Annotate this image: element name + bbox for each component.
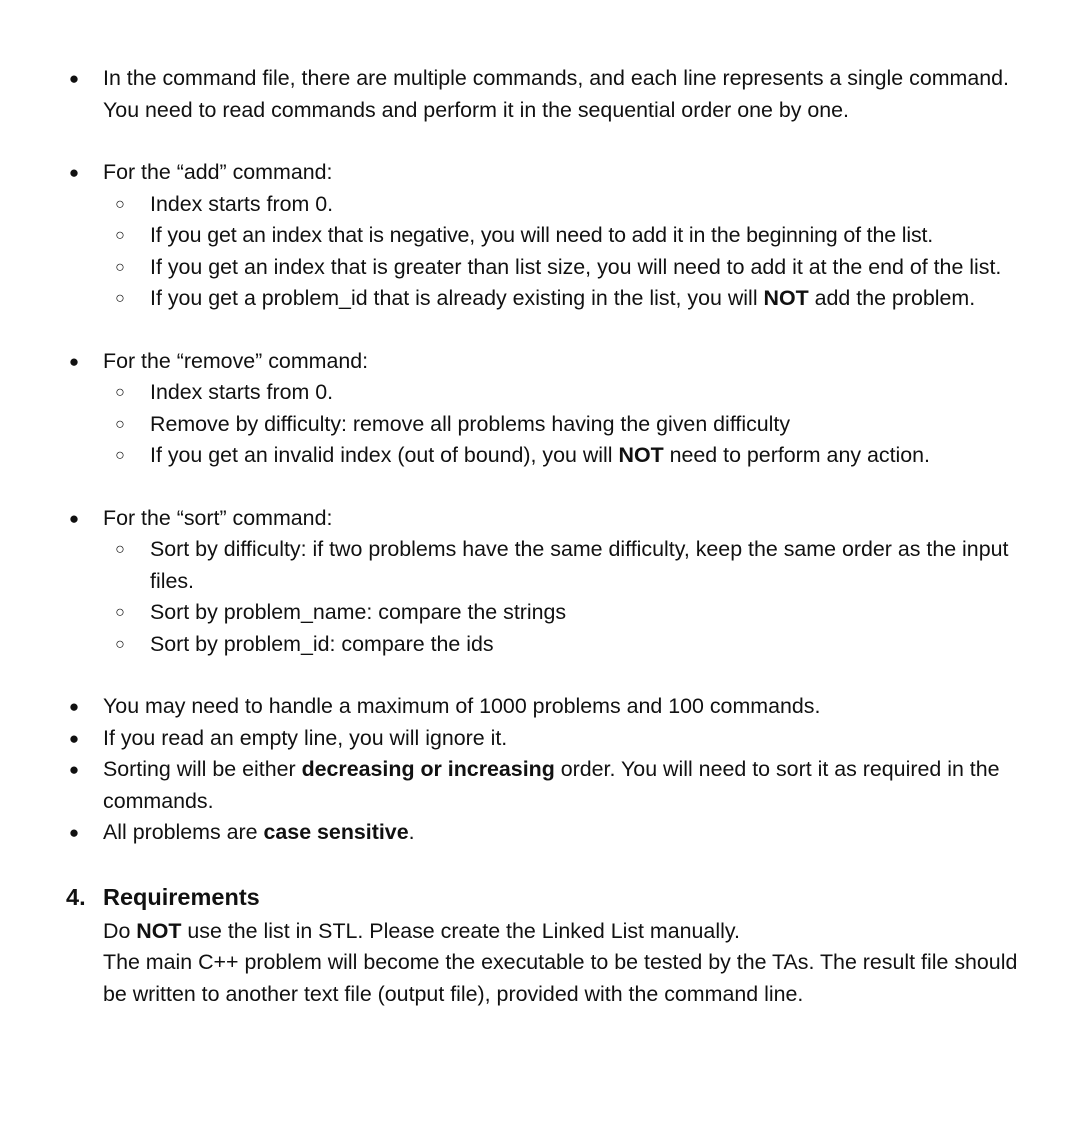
intro-bullet <box>0 63 1067 126</box>
requirements-heading <box>0 880 1067 914</box>
requirements-p1-bold: NOT <box>136 918 182 943</box>
sub-bullet-circle-icon: ○ <box>115 195 125 213</box>
sub-bullet-circle-icon: ○ <box>115 635 125 653</box>
bullet-dot-icon: ● <box>68 351 80 371</box>
sub-bullet-circle-icon: ○ <box>115 447 125 464</box>
add-sub-item-text-post: add the problem. <box>808 286 976 310</box>
add-sub-item <box>0 283 1067 315</box>
requirements-p1-post: use the list in STL. Please create the Linked List manually. <box>181 918 740 943</box>
document-page <box>0 63 1067 1010</box>
sort-sub-item <box>0 597 1067 629</box>
sub-bullet-circle-icon: ○ <box>115 541 125 558</box>
bullet-dot-icon: ● <box>68 69 80 88</box>
sort-sub-item-text: Sort by difficulty: if two problems have the same difficulty, keep the same order as the input files. <box>150 537 1009 593</box>
sort-sub-item <box>0 534 1067 597</box>
add-sub-item-text: Index starts from 0. <box>150 191 334 216</box>
add-sub-item <box>0 252 1067 284</box>
add-sub-item-text: If you get an index that is negative, you will need to add it in the beginning of the list. <box>150 223 934 247</box>
section-number: 4. <box>66 883 86 910</box>
case-sensitive-text-pre: All problems are <box>103 820 264 844</box>
case-sensitive-bold: case sensitive <box>263 820 409 844</box>
requirements-paragraph-1 <box>0 916 1067 948</box>
add-command-bullet <box>0 157 1067 189</box>
sorting-order-text-post: order. You will need to sort it as required in the commands. <box>103 757 1000 813</box>
section-title: Requirements <box>103 883 260 910</box>
bullet-dot-icon: ● <box>68 760 80 779</box>
sorting-order-bold: decreasing or increasing <box>301 757 555 781</box>
max-limits-text: You may need to handle a maximum of 1000 problems and 100 commands. <box>103 694 821 718</box>
remove-sub-item-text: Index starts from 0. <box>150 380 334 404</box>
sorting-order-text-pre: Sorting will be either <box>103 757 302 781</box>
max-limits-bullet <box>0 691 1067 723</box>
remove-sub-item <box>0 409 1067 441</box>
sort-command-bullet <box>0 503 1067 535</box>
remove-command-bullet <box>0 346 1067 378</box>
case-sensitive-bullet <box>0 817 1067 849</box>
remove-command-title: For the “remove” command: <box>103 348 369 373</box>
requirements-p2-text: The main C++ problem will become the executable to be tested by the TAs. The result file should be written to another text file (output file), provided with the command line. <box>103 950 1018 1006</box>
bullet-dot-icon: ● <box>68 697 80 716</box>
sort-sub-item <box>0 629 1067 661</box>
sub-bullet-circle-icon: ○ <box>115 384 125 401</box>
sub-bullet-circle-icon: ○ <box>115 415 125 433</box>
bullet-dot-icon: ● <box>68 823 80 842</box>
bullet-dot-icon: ● <box>68 163 80 182</box>
add-sub-item <box>0 189 1067 221</box>
sorting-order-bullet <box>0 754 1067 817</box>
add-command-title: For the “add” command: <box>103 160 333 184</box>
bullet-dot-icon: ● <box>68 728 80 748</box>
remove-sub-item <box>0 440 1067 472</box>
empty-line-bullet <box>0 723 1067 755</box>
sub-bullet-circle-icon: ○ <box>115 227 125 244</box>
remove-sub-item-text-pre: If you get an invalid index (out of bound), you will <box>150 443 619 467</box>
empty-line-text: If you read an empty line, you will ignore it. <box>103 725 508 750</box>
case-sensitive-text-post: . <box>408 820 415 844</box>
sort-sub-item-text: Sort by problem_id: compare the ids <box>150 631 494 656</box>
add-sub-item-text-pre: If you get a problem_id that is already existing in the list, you will <box>150 286 764 310</box>
remove-sub-item-text: Remove by difficulty: remove all problems having the given difficulty <box>150 411 791 436</box>
intro-text: In the command file, there are multiple commands, and each line represents a single command. You need to read commands and perform it in the sequential order one by one. <box>103 66 1010 122</box>
remove-sub-item-bold: NOT <box>618 443 664 467</box>
remove-sub-item <box>0 377 1067 409</box>
requirements-paragraph-2 <box>0 947 1067 1010</box>
add-sub-item-text: If you get an index that is greater than list size, you will need to add it at the end of the list. <box>150 254 1002 279</box>
sort-command-title: For the “sort” command: <box>103 505 333 530</box>
add-sub-item-bold: NOT <box>763 286 809 310</box>
sub-bullet-circle-icon: ○ <box>115 290 125 307</box>
add-sub-item <box>0 220 1067 252</box>
remove-sub-item-text-post: need to perform any action. <box>663 443 931 467</box>
bullet-dot-icon: ● <box>68 508 80 528</box>
sub-bullet-circle-icon: ○ <box>115 604 125 621</box>
sort-sub-item-text: Sort by problem_name: compare the strings <box>150 600 567 624</box>
requirements-p1-pre: Do <box>103 918 137 943</box>
sub-bullet-circle-icon: ○ <box>115 258 125 276</box>
